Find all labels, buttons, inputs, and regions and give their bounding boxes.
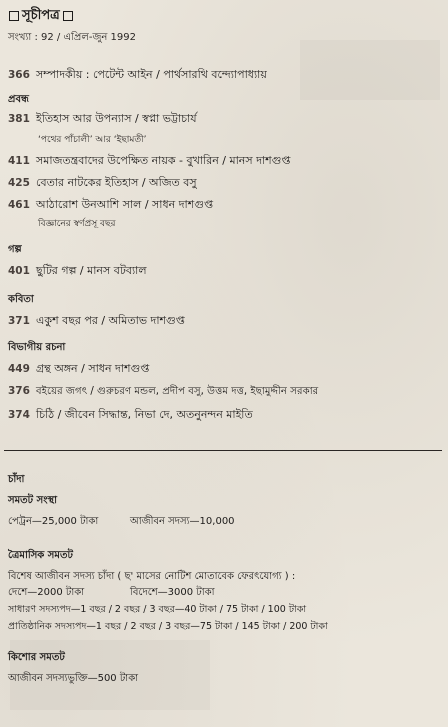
abroad-fee: বিদেশে—3000 টাকা bbox=[130, 587, 215, 598]
toc-entry bbox=[8, 68, 267, 82]
page-title-text: সূচীপত্র bbox=[22, 8, 60, 23]
section-heading: বিভাগীয় রচনা bbox=[8, 342, 66, 353]
entry-text: ইতিহাস আর উপন্যাস / স্বপ্না ভট্টাচার্য bbox=[36, 112, 197, 125]
entry-text: আঠারোশ উনআশি সাল / সাধন দাশগুপ্ত bbox=[36, 198, 213, 211]
section-divider bbox=[4, 450, 442, 451]
page-number: 381 bbox=[8, 113, 30, 125]
entry-text: বইয়ের জগৎ / গুরুচরণ মন্ডল, প্রদীপ বসু, উত্তম দত্ত, ইছামুদ্দীন সরকার bbox=[36, 386, 319, 397]
toc-entry bbox=[8, 112, 197, 126]
toc-entry bbox=[8, 264, 147, 278]
toc-entry bbox=[8, 362, 149, 376]
entry-text: চিঠি / জীবেন সিদ্ধান্ত, নিভা দে, অতনুনন্দন মাইতি bbox=[36, 408, 253, 421]
page-number: 461 bbox=[8, 199, 30, 211]
page-number: 374 bbox=[8, 409, 30, 421]
org-heading: সমতট সংস্থা bbox=[8, 495, 58, 506]
general-membership: সাধারণ সদস্যপদ—1 বছর / 2 বছর / 3 বছর—40 টাকা / 75 টাকা / 100 টাকা bbox=[8, 604, 307, 615]
institutional-membership: প্রাতিষ্ঠানিক সদস্যপদ—1 বছর / 2 বছর / 3 বছর—75 টাকা / 145 টাকা / 200 টাকা bbox=[8, 621, 328, 632]
entry-text: সম্পাদকীয় : পেটেন্ট আইন / পার্থসারথি বন্দ্যোপাধ্যায় bbox=[36, 68, 267, 81]
life-member-fee: আজীবন সদস্য—10,000 bbox=[130, 516, 235, 527]
square-icon bbox=[9, 11, 19, 21]
page-number: 366 bbox=[8, 69, 30, 81]
toc-entry bbox=[8, 198, 213, 212]
page-number: 411 bbox=[8, 155, 30, 167]
toc-entry bbox=[8, 314, 185, 328]
page-number: 401 bbox=[8, 265, 30, 277]
section-heading: প্রবন্ধ bbox=[8, 94, 29, 105]
quarterly-heading: ত্রৈমাসিক সমতট bbox=[8, 550, 73, 561]
patron-fee: পেট্রন—25,000 টাকা bbox=[8, 516, 99, 527]
entry-text: বেতার নাটকের ইতিহাস / অজিত বসু bbox=[36, 176, 197, 189]
toc-entry bbox=[8, 154, 290, 168]
page-number: 425 bbox=[8, 177, 30, 189]
entry-text: একুশ বছর পর / অমিতাভ দাশগুপ্ত bbox=[36, 314, 185, 327]
page-number: 449 bbox=[8, 363, 30, 375]
entry-subtitle: বিজ্ঞানের স্বর্ণপ্রসূ বছর bbox=[38, 219, 116, 229]
paper-stain bbox=[300, 40, 440, 100]
entry-subtitle: ‘পথের পাঁচালী’ আর ‘ইছামতী’ bbox=[38, 135, 147, 145]
page-number: 376 bbox=[8, 385, 30, 397]
section-heading: গল্প bbox=[8, 244, 22, 255]
entry-text: ছুটির গল্প / মানস বটব্যাল bbox=[36, 264, 147, 277]
toc-entry bbox=[8, 385, 318, 398]
subscription-heading: চাঁদা bbox=[8, 474, 25, 485]
toc-entry bbox=[8, 176, 197, 190]
page-title bbox=[6, 6, 76, 27]
kishore-life-fee: আজীবন সদস্যভুক্তি—500 টাকা bbox=[8, 673, 139, 684]
toc-entry bbox=[8, 408, 253, 422]
section-heading: কবিতা bbox=[8, 294, 34, 305]
entry-text: গ্রন্থ অঙ্গন / সাধন দাশগুপ্ত bbox=[36, 362, 150, 375]
domestic-fee: দেশে—2000 টাকা bbox=[8, 587, 85, 598]
square-icon bbox=[63, 11, 73, 21]
issue-info: সংখ্যা : 92 / এপ্রিল-জুন 1992 bbox=[8, 32, 136, 43]
special-life-member: বিশেষ আজীবন সদস্য চাঁদা ( ছ' মাসের নোটিশ মোতাবেক ফেরৎযোগ্য ) : bbox=[8, 571, 296, 582]
entry-text: সমাজতন্ত্রবাদের উপেক্ষিত নায়ক - বুখারিন / মানস দাশগুপ্ত bbox=[36, 154, 291, 167]
kishore-heading: কিশোর সমতট bbox=[8, 652, 65, 663]
page-number: 371 bbox=[8, 315, 30, 327]
